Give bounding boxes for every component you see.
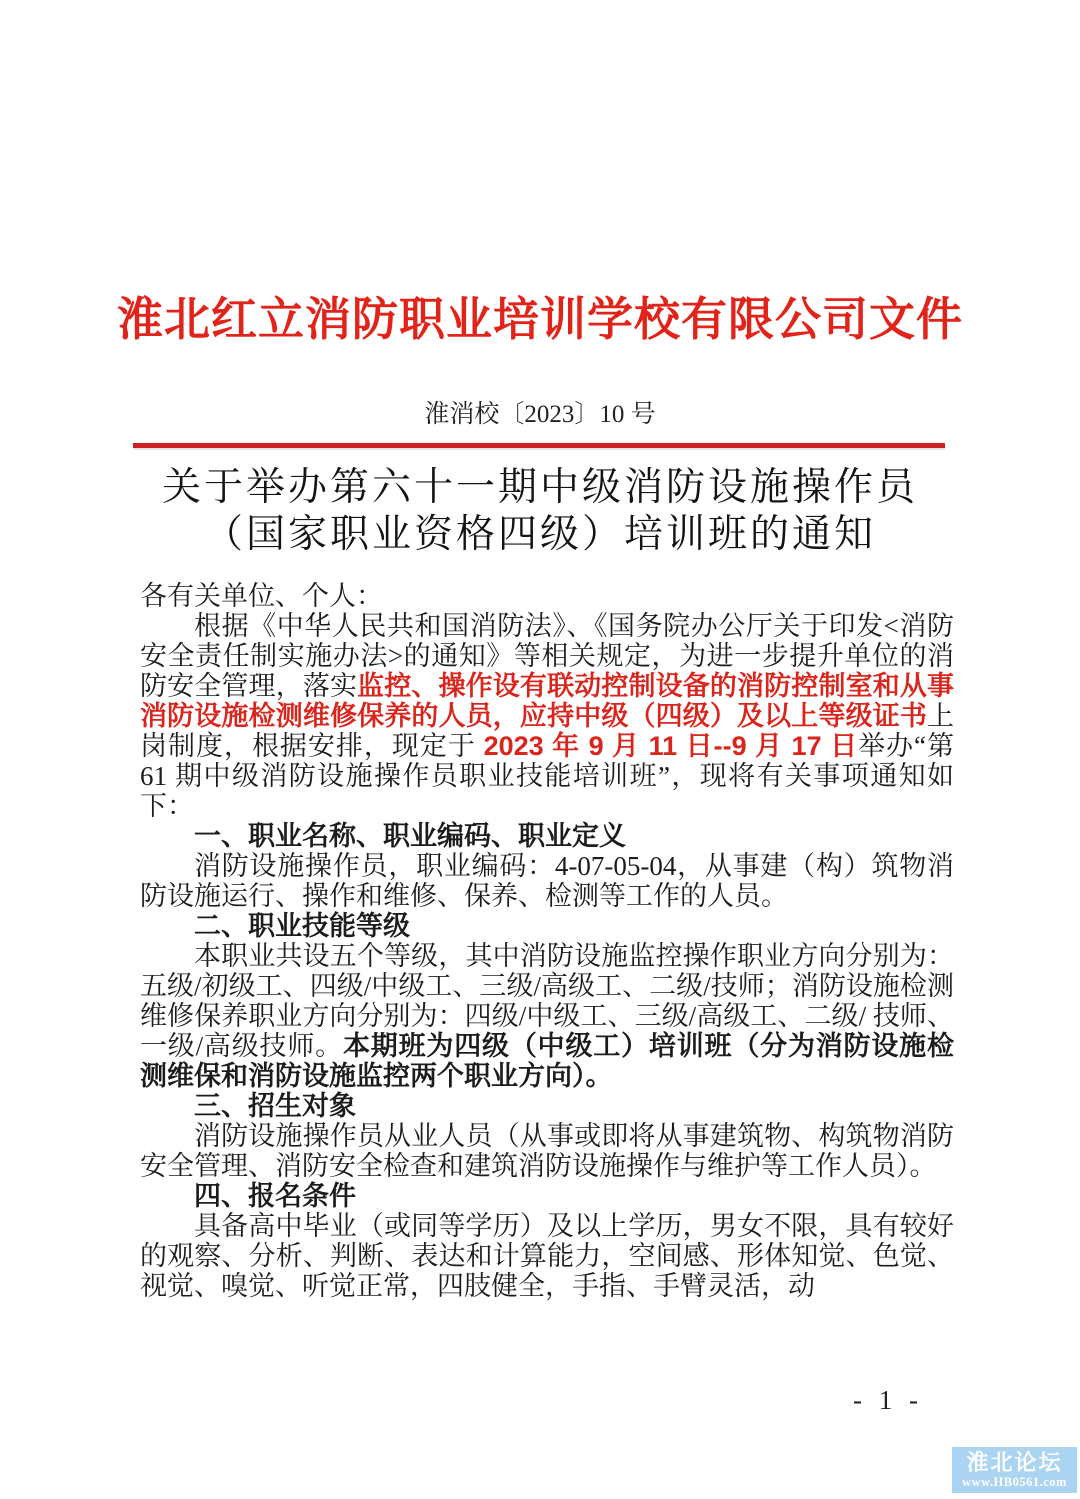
watermark-badge xyxy=(952,1447,1077,1493)
document-number: 淮消校〔2023〕10 号 xyxy=(424,401,656,428)
text-segment-bold: 本期班为四级（中级工）培训班（分为消防设施检测维保和消防设施监控两个职业方向）。 xyxy=(140,1031,954,1091)
paragraph xyxy=(140,941,954,1091)
text-segment-normal: 本职业共设五个等级，其中消防设施监控操作职业方向分别为：五级/初级工、四级/中级工、三级/高级工、二级/技师；消防设施检测维修保养职业方向分别为：四级/中级工、三级/高级工、二级/ 技师、一级/高级技师。 xyxy=(140,941,954,1061)
section-heading xyxy=(140,1091,954,1121)
text-segment-normal: 举办“第 61 期中级消防设施操作员职业技能培训班”，现将有关事项通知如下： xyxy=(140,731,955,821)
watermark-site-url: www.HB0561.com xyxy=(962,1475,1067,1489)
document-title-line-2: （国家职业资格四级）培训班的通知 xyxy=(203,513,876,556)
document-title-line-1: 关于举办第六十一期中级消防设施操作员 xyxy=(161,466,918,509)
text-segment-normal: 四、报名条件 xyxy=(194,1181,356,1211)
paragraph xyxy=(140,611,954,821)
text-segment-red-bold: 监控、操作设有联动控制设备的消防控制室和从事消防设施检测维修保养的人员，应持中级（四级）及以上等级证书 xyxy=(140,671,955,731)
section-heading xyxy=(140,821,954,851)
section-heading xyxy=(140,1181,954,1211)
paragraph xyxy=(140,1121,954,1181)
text-segment-normal: 具备高中毕业（或同等学历）及以上学历，男女不限，具有较好的观察、分析、判断、表达和计算能力，空间感、形体知觉、色觉、视觉、嗅觉、听觉正常，四肢健全，手指、手臂灵活，动 xyxy=(140,1211,954,1301)
red-divider-line xyxy=(133,443,945,450)
section-heading xyxy=(140,911,954,941)
page-number: - 1 - xyxy=(853,1385,923,1415)
document-header-title: 淮北红立消防职业培训学校有限公司文件 xyxy=(117,294,963,345)
text-segment-normal: 根据《中华人民共和国消防法》、《国务院办公厅关于印发<消防安全责任制实施办法>的通知》等相关规定，为进一步提升单位的消防安全管理，落实 xyxy=(140,611,954,701)
document-title xyxy=(90,464,990,558)
text-segment-normal: 消防设施操作员，职业编码：4-07-05-04，从事建（构）筑物消防设施运行、操作和维修、保养、检测等工作的人员。 xyxy=(140,851,954,911)
text-segment-normal: 三、招生对象 xyxy=(194,1091,356,1121)
paragraph xyxy=(140,581,954,611)
text-segment-normal: 一、职业名称、职业编码、职业定义 xyxy=(194,821,626,851)
text-segment-normal: 消防设施操作员从业人员（从事或即将从事建筑物、构筑物消防安全管理、消防安全检查和建筑消防设施操作与维护等工作人员）。 xyxy=(140,1121,954,1181)
text-segment-normal: 上岗制度，根据安排，现定于 xyxy=(140,701,954,761)
text-segment-normal: 各有关单位、个人： xyxy=(140,581,383,611)
document-body xyxy=(140,581,954,1301)
watermark-site-name: 淮北论坛 xyxy=(966,1450,1063,1475)
paragraph xyxy=(140,1211,954,1301)
paragraph xyxy=(140,851,954,911)
text-segment-red-bold: 2023 年 9 月 11 日--9 月 17 日 xyxy=(483,731,859,761)
text-segment-normal: 二、职业技能等级 xyxy=(194,911,410,941)
